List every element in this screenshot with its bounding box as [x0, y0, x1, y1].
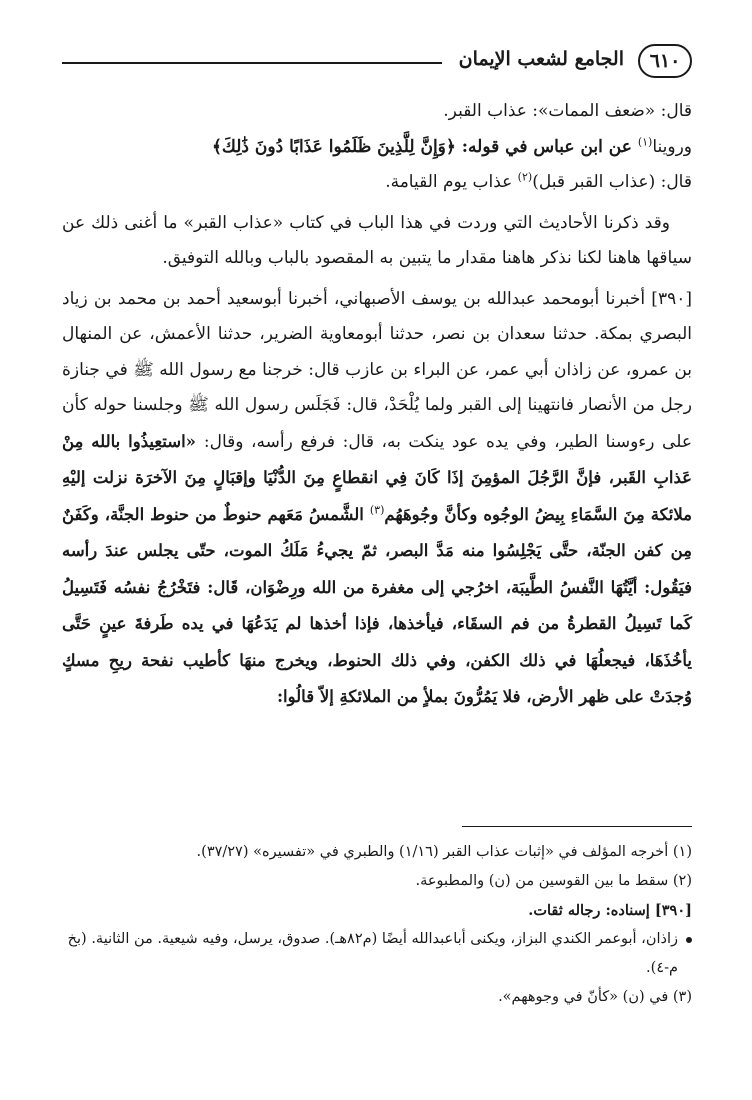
paragraph-ibn-abbas — [62, 130, 692, 166]
footnote-3: (٣) في (ن) «كأنّ في وجوههم». — [498, 989, 692, 1005]
footnote-ref-2[interactable]: (٢) — [517, 170, 533, 184]
text-line: عذاب يوم القيامة. — [385, 172, 518, 192]
footnote-ref-1[interactable]: (١) — [637, 134, 653, 148]
footnote-narrator-text: زاذان، أبوعمر الكندي البزاز، ويكنى أباعبدالله أيضًا (م٨٢هـ). صدوق، يرسل، وفيه شيعية. من الثانية. (بخ م-٤). — [67, 931, 678, 976]
footnote-isnad-390: [٣٩٠] إسناده: رجاله ثقات. — [528, 902, 692, 919]
hadith-isnad: [٣٩٠] أخبرنا أبومحمد عبدالله بن يوسف الأصبهاني، أخبرنا أبوسعيد أحمد بن محمد بن زياد البصري بمكة. حدثنا سعدان بن نصر، حدثنا أبومعاوية الضرير، حدثنا الأعمش، عن المنهال بن عمرو، عن زاذان أبي عمر، عن البراء بن عازب قال: خرجنا مع رسول الله ﷺ في جنازة رجل من الأنصار فانتهينا إلى القبر ولما يُلْحَدْ، قال: فَجَلَس رسول الله ﷺ وجلسنا حوله كأن على رءوسنا الطير، وفي يده عود ينكت به، قال: فرفع رأسه، وقال: — [62, 288, 692, 452]
text-line: وروينا — [652, 136, 692, 157]
book-title: الجامع لشعب الإيمان — [458, 48, 624, 70]
footnotes — [62, 838, 692, 1012]
hadith-390 — [62, 282, 692, 716]
paragraph-dhakarna: وقد ذكرنا الأحاديث التي وردت في هذا الباب في كتاب «عذاب القبر» ما أغنى ذلك عن سياقها هاهنا لكنا نذكر هاهنا مقدار ما يتبين به المقصود بالباب وبالله التوفيق. — [62, 212, 692, 268]
footnote-1: (١) أخرجه المؤلف في «إثبات عذاب القبر (١/١٦) والطبري في «تفسيره» (٣٧/٢٧). — [196, 844, 692, 860]
footnote-ref-3[interactable]: (٣) — [369, 502, 385, 516]
footnote-2: (٢) سقط ما بين القوسين من (ن) والمطبوعة. — [415, 873, 692, 889]
header-rule — [62, 62, 442, 64]
book-page — [62, 38, 692, 1068]
paragraph-daf-al-mamat — [62, 94, 692, 130]
hadith-matn-continued: الشَّمسُ مَعَهم حنوطٌ من حنوط الجنَّة، وكَفَنٌ مِن كفن الجنّة، حتَّى يَجْلِسُوا منه مَدَّ البصر، ثمّ يجيءُ مَلَكُ الموت، حتّى يجلس عندَ رأسه فيَقُول: أيَّتُهَا النَّفسُ الطَّيبَة، اخرُجي إلى مغفرة من الله ورِضْوَان، قَال: فتَخْرُجُ نفسُه فَتَسِيلُ كَما تَسِيلُ القطرةُ من فم السقَاء، فيأخذها، فإذا أخذها لم يَدَعُهَا في يده طَرفةَ عينٍ حَتَّى يأخُذَهَا، فيجعلُهَا في ذلك الكفن، وفي ذلك الحنوط، ويخرج منهَا كأطيب نفحة ريحِ مسكٍ وُجدَتْ على ظهر الأرض، فلا يَمُرُّونَ بملأٍ من الملائكةِ إلاّ قالُوا: — [62, 504, 692, 706]
hadith-matn: «استعِيذُوا بالله مِنْ عَذابِ القَبر، فإنَّ الرَّجُلَ المؤمِنَ إذَا كَانَ فِي انقطاعٍ مِنَ الدُّنْيَا وإقبَالٍ مِنَ الآخرَة نزلت إليْهِ ملائكة مِنَ السَّمَاءِ بِيضُ الوجُوه وكأنَّ وجُوهَهُم — [62, 431, 693, 524]
paragraph-qala — [62, 165, 692, 201]
page-header — [62, 38, 692, 84]
footnote-narrator-zadhan — [62, 925, 692, 983]
text-line: قال: (عذاب القبر قبل) — [532, 172, 692, 192]
quran-verse: عن ابن عباس في قوله: ﴿وَإِنَّ لِلَّذِينَ ظَلَمُوا عَذَابًا دُونَ ذَٰلِكَ﴾ — [211, 136, 638, 157]
page-number: ٦١٠ — [638, 44, 692, 78]
main-text — [62, 94, 692, 716]
bullet-icon — [686, 937, 692, 943]
text-line: قال: «ضعف الممات»: عذاب القبر. — [443, 101, 692, 121]
footnote-separator — [462, 826, 692, 827]
